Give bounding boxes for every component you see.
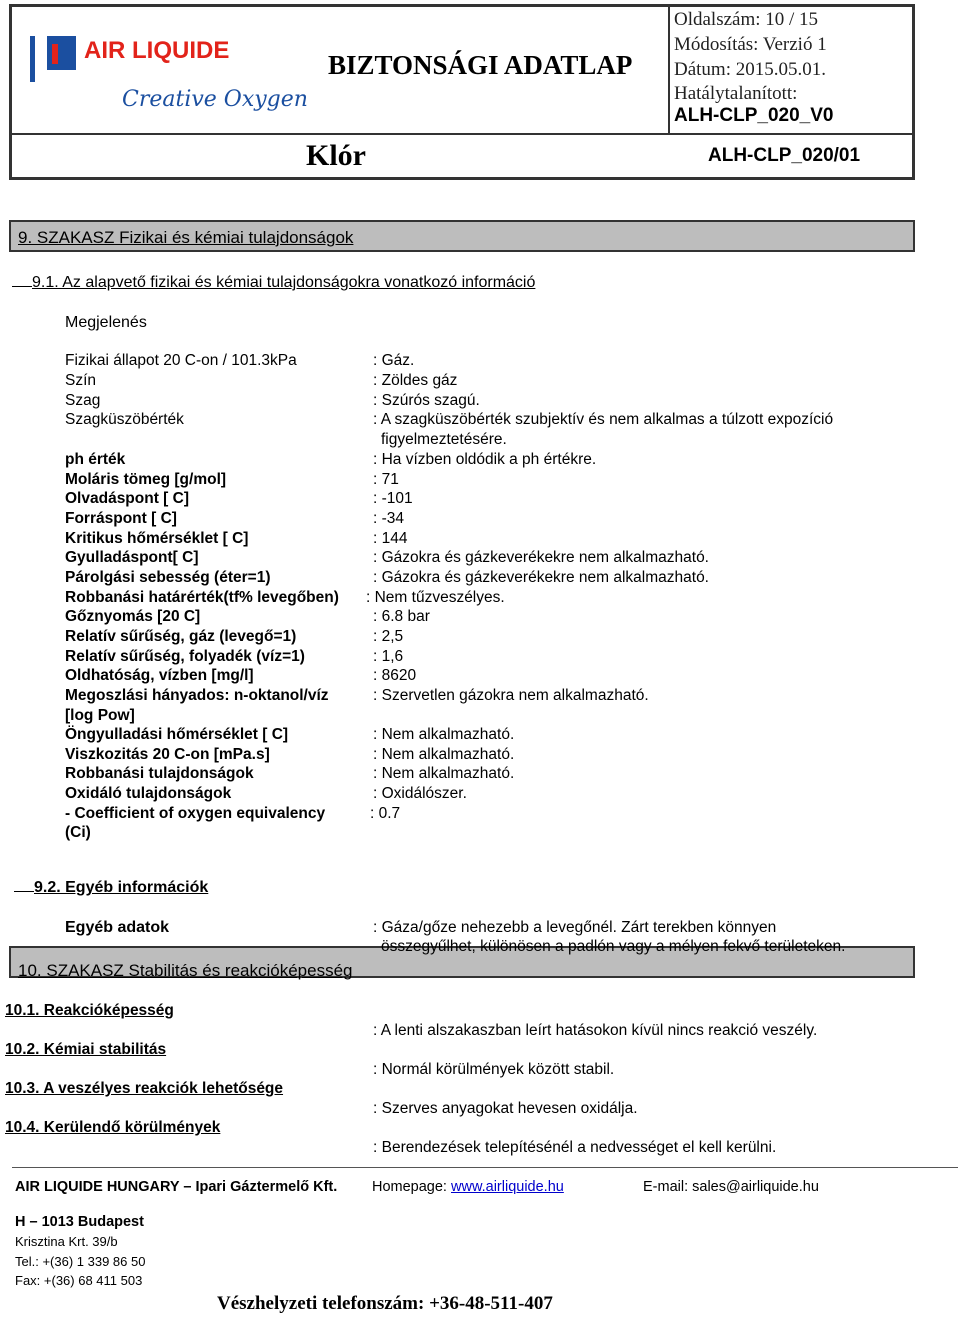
revision: Módosítás: Verzió 1 — [674, 34, 827, 55]
prop-value: : A szagküszöbérték szubjektív és nem alkalmas a túlzott expozíció — [373, 411, 834, 428]
prop-value: : Oxidálószer. — [373, 785, 467, 802]
subsection-9-2: 9.2. Egyéb információk — [14, 878, 208, 897]
section-9-title: 9. SZAKASZ Fizikai és kémiai tulajdonságok — [18, 228, 354, 247]
date: Dátum: 2015.05.01. — [674, 59, 826, 80]
prop-value: : 1,6 — [373, 648, 404, 665]
subsection-10-1-value: : A lenti alszakaszban leírt hatásokon kívül nincs reakció veszély. — [373, 1022, 818, 1039]
prop-label: Robbanási tulajdonságok — [65, 765, 254, 782]
prop-label: Szagküszöbérték — [65, 411, 184, 428]
prop-label-cont: (Ci) — [65, 824, 91, 841]
prop-value: : Szervetlen gázokra nem alkalmazható. — [373, 687, 649, 704]
subsection-9-1: 9.1. Az alapvető fizikai és kémiai tulajdonságokra vonatkozó információ — [12, 273, 535, 292]
homepage-link[interactable]: www.airliquide.hu — [451, 1179, 564, 1195]
prop-value: : Nem alkalmazható. — [373, 726, 515, 743]
prop-label: Relatív sűrűség, gáz (levegő=1) — [65, 628, 297, 645]
air-liquide-logo — [30, 26, 308, 126]
subsection-10-3: 10.3. A veszélyes reakciók lehetősége — [5, 1080, 284, 1097]
footer-homepage — [372, 1179, 564, 1195]
prop-value: : 71 — [373, 471, 399, 488]
appearance-heading: Megjelenés — [65, 314, 147, 331]
prop-value: : Nem tűzveszélyes. — [366, 589, 505, 606]
prop-label: Fizikai állapot 20 C-on / 101.3kPa — [65, 352, 297, 369]
prop-label: Moláris tömeg [g/mol] — [65, 471, 227, 488]
product-name: Klór — [306, 139, 366, 172]
prop-label: Gyulladáspont[ C] — [65, 549, 199, 566]
prop-label: Viszkozitás 20 C-on [mPa.s] — [65, 746, 270, 763]
prop-value: : -101 — [373, 490, 413, 507]
subsection-10-1: 10.1. Reakcióképesség — [5, 1002, 174, 1019]
prop-label: ph érték — [65, 451, 126, 468]
other-data-value: : Gáza/gőze nehezebb a levegőnél. Zárt terekben könnyen — [373, 919, 777, 936]
footer-company: AIR LIQUIDE HUNGARY – Ipari Gáztermelő Kft. — [15, 1179, 338, 1195]
prop-value: : Gáz. — [373, 352, 415, 369]
section-10-title: 10. SZAKASZ Stabilitás és reakcióképesség — [18, 961, 353, 980]
footer-fax: Fax: +(36) 68 411 503 — [15, 1273, 143, 1288]
footer-city: H – 1013 Budapest — [15, 1214, 144, 1230]
homepage-label: Homepage: — [372, 1179, 447, 1195]
prop-value: : Gázokra és gázkeverékekre nem alkalmazható. — [373, 569, 709, 586]
prop-value: : 144 — [373, 530, 408, 547]
prop-label: Szín — [65, 372, 97, 389]
document-title: BIZTONSÁGI ADATLAP — [328, 50, 633, 80]
prop-value: : Nem alkalmazható. — [373, 746, 515, 763]
prop-value: : -34 — [373, 510, 405, 527]
header-divider — [12, 133, 912, 135]
prop-label: Párolgási sebesség (éter=1) — [65, 569, 271, 586]
prop-label: Oxidáló tulajdonságok — [65, 785, 232, 802]
prop-label: Megoszlási hányados: n-oktanol/víz — [65, 687, 329, 704]
supersedes-label: Hatálytalanított: — [674, 83, 798, 104]
prop-value: : Zöldes gáz — [373, 372, 458, 389]
subsection-10-2: 10.2. Kémiai stabilitás — [5, 1041, 167, 1058]
other-data-label: Egyéb adatok — [65, 919, 170, 936]
supersedes-code: ALH-CLP_020_V0 — [674, 105, 834, 126]
prop-label: Gőznyomás [20 C] — [65, 608, 201, 625]
svg-text:Creative Oxygen: Creative Oxygen — [122, 87, 308, 112]
prop-value-cont: figyelmeztetésére. — [381, 431, 507, 448]
prop-label: Robbanási határérték(tf% levegőben) — [65, 589, 339, 606]
other-data-value-cont: összegyűlhet, különösen a padlón vagy a mélyen fekvő területeken. — [381, 938, 846, 955]
prop-label: Forráspont [ C] — [65, 510, 177, 527]
prop-value: : 0.7 — [370, 805, 401, 822]
prop-label: Kritikus hőmérséklet [ C] — [65, 530, 249, 547]
prop-label: Olvadáspont [ C] — [65, 490, 190, 507]
subsection-10-2-value: : Normál körülmények között stabil. — [373, 1061, 615, 1078]
subsection-10-3-value: : Szerves anyagokat hevesen oxidálja. — [373, 1100, 638, 1117]
page-number: Oldalszám: 10 / 15 — [674, 9, 819, 30]
prop-value: : 2,5 — [373, 628, 404, 645]
prop-label: - Coefficient of oxygen equivalency — [65, 805, 326, 822]
header-divider — [668, 7, 670, 133]
subsection-10-4-value: : Berendezések telepítésénél a nedvességet el kell kerülni. — [373, 1139, 777, 1156]
footer-street: Krisztina Krt. 39/b — [15, 1234, 118, 1249]
document-code: ALH-CLP_020/01 — [708, 145, 861, 166]
footer-tel: Tel.: +(36) 1 339 86 50 — [15, 1254, 146, 1269]
subsection-10-4: 10.4. Kerülendő körülmények — [5, 1119, 221, 1136]
prop-label-cont: [log Pow] — [65, 707, 135, 724]
footer-emergency-phone: Vészhelyzeti telefonszám: +36-48-511-407 — [217, 1293, 553, 1314]
prop-value: : Gázokra és gázkeverékekre nem alkalmazható. — [373, 549, 709, 566]
footer-email: E-mail: sales@airliquide.hu — [643, 1179, 819, 1195]
svg-text:AIR LIQUIDE: AIR LIQUIDE — [84, 37, 230, 64]
prop-value: : 8620 — [373, 667, 417, 684]
prop-label: Relatív sűrűség, folyadék (víz=1) — [65, 648, 305, 665]
footer-divider — [12, 1167, 958, 1168]
prop-label: Szag — [65, 392, 101, 409]
prop-label: Öngyulladási hőmérséklet [ C] — [65, 726, 289, 743]
prop-value: : Nem alkalmazható. — [373, 765, 515, 782]
section-9-bar — [9, 220, 915, 252]
prop-label: Oldhatóság, vízben [mg/l] — [65, 667, 254, 684]
prop-value: : Ha vízben oldódik a ph értékre. — [373, 451, 597, 468]
prop-value: : 6.8 bar — [373, 608, 430, 625]
prop-value: : Szúrós szagú. — [373, 392, 480, 409]
